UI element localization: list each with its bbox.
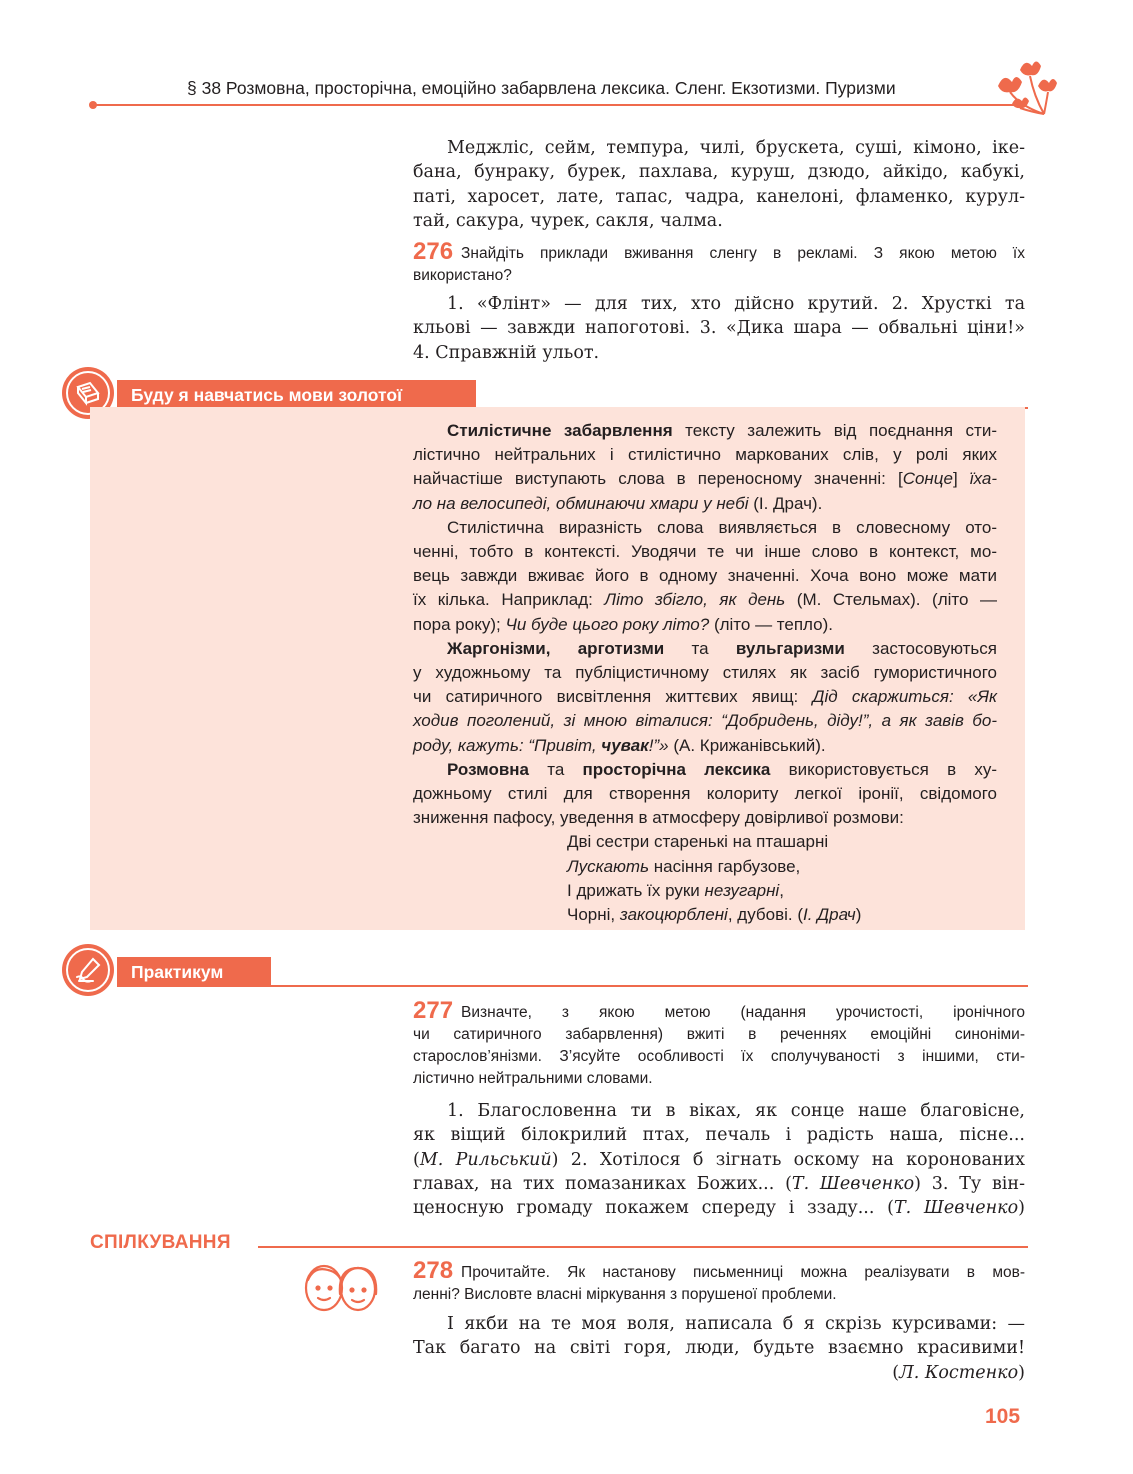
exercise-number: 278 (413, 1257, 454, 1284)
text-line: 4. Справжній ульот. (413, 342, 600, 363)
text-line: ценосную громаду покажем спереду і ззаду... (Т. Шевченко) (413, 1198, 1025, 1219)
header-rule (92, 104, 1022, 106)
text-line: Меджліс, сейм, темпура, чилі, брускета, суші, кімоно, іке- (447, 138, 1025, 158)
text-line: паті, харосет, лате, тапас, чадра, канелоні, фламенко, курул- (413, 186, 1025, 207)
verse-line: І дрижать їх руки незугарні, (567, 880, 784, 900)
task-text: Прочитайте. Як настанову письменниці можна реалізувати в мов- (461, 1264, 1025, 1281)
section-banner-practice: Практикум (117, 957, 271, 987)
text-line: роду, кажуть: “Привіт, чувак!”» (А. Крижанівський). (413, 735, 826, 755)
theory-text (413, 419, 997, 927)
verse-line: Лускають насіння гарбузове, (567, 856, 801, 876)
running-header: § 38 Розмовна, просторічна, емоційно забарвлена лексика. Сленг. Екзотизми. Пуризми (187, 78, 896, 98)
task-text: Визначте, з якою метою (надання урочистості, іронічного (461, 1004, 1025, 1021)
verse-line: Чорні, закоцюрблені, дубові. (І. Драч) (567, 905, 862, 925)
text-line: 1. Благословенна ти в віках, як сонце наше благовісне, (447, 1101, 1025, 1121)
text-line: І якби на те моя воля, написала б я скрізь курсивами: — (447, 1314, 1025, 1334)
section-banner-theory: Буду я навчатись мови золотої (117, 380, 476, 410)
text-line: 1. «Флінт» — для тих, хто дійсно крутий. 2. Хрусткі та (447, 294, 1025, 314)
page-number: 105 (985, 1405, 1021, 1428)
text-line: Стилістична виразність слова виявляється в словесному ото- (447, 517, 997, 537)
text-line: дожньому стилі для створення колориту легкої іронії, свідомого (413, 784, 997, 804)
exercise-number: 277 (413, 997, 454, 1024)
text-line: чи сатиричного висвітлення життєвих явищ: Дід скаржиться: «Як (413, 687, 997, 707)
banner-rule (271, 985, 1028, 987)
section-communication: СПІЛКУВАННЯ (90, 1232, 231, 1253)
communication-rule (258, 1246, 1028, 1248)
task-text: чи сатиричного забарвлення) вжиті в реченнях емоційні синоніми- (413, 1026, 1025, 1043)
text-line: у художньому та публіцистичному стилях як засіб гумористичного (413, 663, 997, 683)
task-text: старослов’янізми. З’ясуйте особливості їх сполучуваності з іншими, сти- (413, 1048, 1025, 1065)
pen-hand-icon (62, 944, 114, 996)
text-line: Так багато на світі горя, люди, будьте взаємно красивими! (413, 1338, 1025, 1359)
text-line: главах, на тих помазаниках Божих... (Т. Шевченко) 3. Ту він- (413, 1173, 1025, 1194)
task-text: ленні? Висловте власні міркування з порушеної проблеми. (413, 1286, 837, 1303)
verse-line: Дві сестри старенькі на пташарні (567, 832, 829, 852)
text-line: ченні, тобто в контексті. Уводячи те чи інше слово в контекст, мо- (413, 542, 997, 562)
exoticisms-paragraph (413, 136, 1025, 233)
faces-icon (298, 1258, 384, 1318)
text-line: зниження пафосу, уведення в атмосферу довірливої розмови: (413, 808, 904, 828)
text-line: (М. Рильський) 2. Хотілося б зігнать оскому на коронованих (413, 1149, 1026, 1170)
exercise-277-task (413, 997, 1025, 1090)
text-line: найчастіше виступають слова в переносному значенні: [Сонце] їха- (413, 469, 997, 489)
text-line: вець завжди вживає його в одному значенні. Хоча воно може мати (413, 566, 997, 586)
text-line: Стилістичне забарвлення тексту залежить від поєднання сти- (447, 421, 997, 440)
text-line: ло на велосипеді, обминаючи хмари у небі (І. Драч). (413, 493, 823, 513)
tulips-icon (990, 56, 1066, 118)
task-text: використано? (413, 267, 512, 284)
exercise-277-text (413, 1099, 1025, 1220)
exercise-276-text (413, 292, 1025, 365)
task-text: Знайдіть приклади вживання сленгу в рекламі. З якою метою їх (461, 245, 1025, 262)
text-line: Розмовна та просторічна лексика використовується в ху- (447, 759, 998, 779)
text-line: (Л. Костенко) (892, 1362, 1025, 1383)
exercise-278-task (413, 1257, 1025, 1306)
text-line: ходив поголений, зі мною віталися: “Добридень, діду!”, а як завів бо- (413, 711, 997, 731)
text-line: Жаргонізми, арготизми та вульгаризми застосовуються (447, 638, 997, 658)
text-line: бана, бунраку, бурек, пахлава, куруш, дзюдо, айкідо, кабукі, (413, 162, 1025, 183)
text-line: тай, сакура, чурек, сакля, чалма. (413, 210, 723, 231)
text-line: пора року); Чи буде цього року літо? (літо — тепло). (413, 614, 833, 634)
exercise-276-task (413, 238, 1025, 287)
exercise-number: 276 (413, 238, 454, 265)
task-text: лістично нейтральними словами. (413, 1070, 653, 1087)
text-line: кльові — завжди напоготові. 3. «Дика шара — обвальні ціни!» (413, 318, 1025, 339)
text-line: як віщий білокрилий птах, печаль і радість наша, пісне... (413, 1125, 1025, 1146)
text-line: їх кілька. Наприклад: Літо збігло, як день (М. Стельмах). (літо — (413, 590, 997, 610)
text-line: лістично нейтральних і стилістично маркованих слів, у ролі яких (413, 445, 997, 465)
exercise-278-text (413, 1312, 1025, 1385)
